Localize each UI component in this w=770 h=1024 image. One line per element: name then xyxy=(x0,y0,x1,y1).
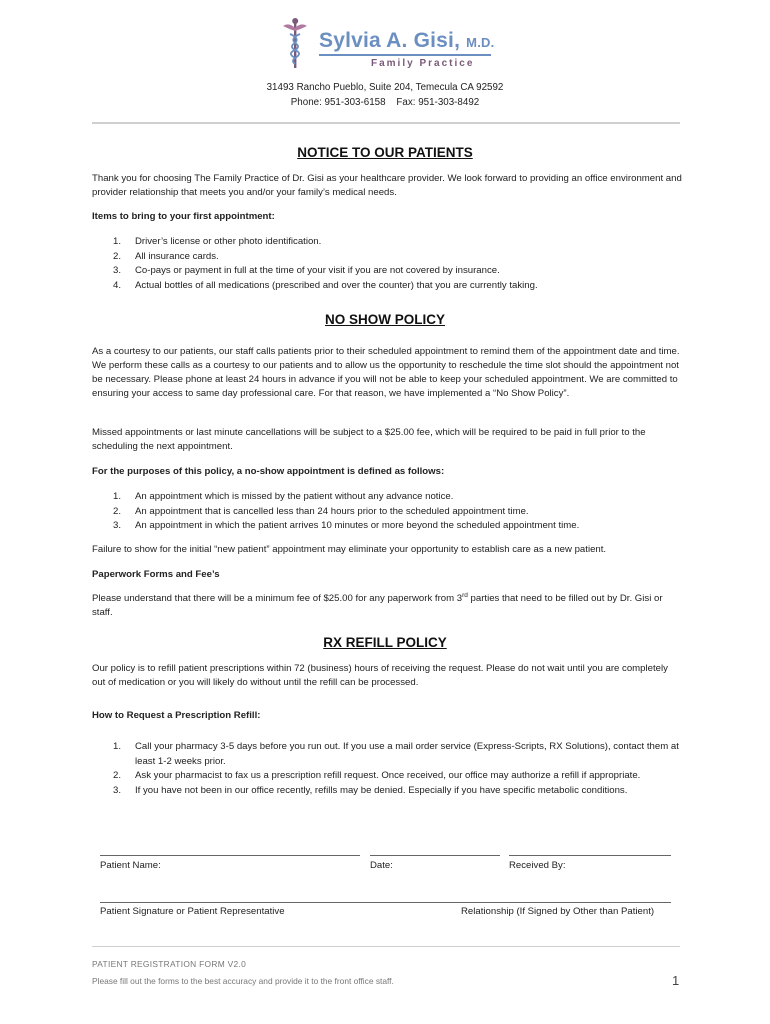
no-show-list xyxy=(92,490,682,534)
rx-list xyxy=(92,740,682,798)
paperwork-paragraph: Please understand that there will be a minimum fee of $25.00 for any paperwork from 3rd parties that need to be filled out by Dr. Gisi or staff. xyxy=(92,591,663,618)
page-number: 1 xyxy=(672,973,680,988)
new-patient-note: Failure to show for the initial “new patient” appointment may eliminate your opportunity to establish care as a new patient. xyxy=(92,544,607,555)
list-item: 1. An appointment which is missed by the patient without any advance notice. xyxy=(113,491,454,502)
how-to-heading: How to Request a Prescription Refill: xyxy=(92,710,261,721)
paperwork-heading: Paperwork Forms and Fee’s xyxy=(92,569,220,580)
no-show-title: NO SHOW POLICY xyxy=(324,312,445,327)
practice-address xyxy=(0,80,770,110)
practice-name: Sylvia A. Gisi, M.D. xyxy=(319,29,495,52)
header-divider xyxy=(92,122,680,124)
list-item: 3. An appointment in which the patient arrives 10 minutes or more beyond the scheduled appointment time. xyxy=(113,520,580,531)
list-item: 1. Call your pharmacy 3-5 days before you run out. If you use a mail order service (Express-Scripts, RX Solutions), contact them at least 1-2 weeks prior. xyxy=(113,741,679,767)
items-list xyxy=(92,235,682,293)
no-show-paragraph: As a courtesy to our patients, our staff calls patients prior to their scheduled appointment to remind them of the appointment date and time. We perform these calls as a courtesy to our patients and to allow us the opportunity to reschedule the time slot should the appointment not be necessary. Please phone at least 24 hours in advance if you will not be able to keep your scheduled appointment. We are committed to ensuring your access to same day professional care. For that reason, we have implemented a “No Show Policy”. xyxy=(92,346,680,399)
list-item: 4. Actual bottles of all medications (prescribed and over the counter) that you are currently taking. xyxy=(113,279,538,291)
received-by-label: Received By: xyxy=(509,860,566,871)
patient-name-label: Patient Name: xyxy=(100,860,161,871)
caduceus-icon xyxy=(280,16,310,70)
list-item: 3. Co-pays or payment in full at the time of your visit if you are not covered by insurance. xyxy=(113,265,500,276)
logo-rule xyxy=(319,54,491,56)
rx-title: RX REFILL POLICY xyxy=(323,635,447,650)
form-name: PATIENT REGISTRATION FORM V2.0 xyxy=(92,959,247,969)
relationship-label: Relationship (If Signed by Other than Patient) xyxy=(461,906,655,917)
practice-logo xyxy=(275,16,495,70)
practice-subtitle: Family Practice xyxy=(371,58,475,69)
footer-note: Please fill out the forms to the best accuracy and provide it to the front office staff. xyxy=(92,976,394,986)
fee-paragraph: Missed appointments or last minute cancellations will be subject to a $25.00 fee, which will be required to be paid in full prior to the scheduling the next appointment. xyxy=(92,427,646,452)
items-heading: Items to bring to your first appointment: xyxy=(92,211,275,222)
list-item: 2. All insurance cards. xyxy=(113,250,219,262)
patient-name-line[interactable] xyxy=(100,855,360,856)
signature-line[interactable] xyxy=(100,902,671,903)
notice-intro: Thank you for choosing The Family Practice of Dr. Gisi as your healthcare provider. We look forward to providing an office environment and provider relationship that meets you and/or your family’s medical needs. xyxy=(92,173,682,198)
notice-title: NOTICE TO OUR PATIENTS xyxy=(297,145,473,160)
definition-heading: For the purposes of this policy, a no-show appointment is defined as follows: xyxy=(92,466,445,477)
received-by-line[interactable] xyxy=(509,855,671,856)
rx-paragraph: Our policy is to refill patient prescriptions within 72 (business) hours of receiving the request. Please do not wait until you are completely out of medication or you will likely do without until the refill can be processed. xyxy=(92,663,668,688)
signature-label: Patient Signature or Patient Representative xyxy=(100,906,285,917)
list-item: 2. Ask your pharmacist to fax us a prescription refill request. Once received, our office may authorize a refill if appropriate. xyxy=(113,770,641,781)
date-label: Date: xyxy=(370,860,393,871)
list-item: 2. An appointment that is cancelled less than 24 hours prior to the scheduled appointment time. xyxy=(113,505,529,517)
list-item: 3. If you have not been in our office recently, refills may be denied. Especially if you have specific metabolic conditions. xyxy=(113,784,628,796)
list-item: 1. Driver’s license or other photo identification. xyxy=(113,236,322,247)
date-line[interactable] xyxy=(370,855,500,856)
footer-divider xyxy=(92,946,680,947)
address-line: 31493 Rancho Pueblo, Suite 204, Temecula CA 92592 xyxy=(266,82,504,93)
phone-line: Phone: 951-303-6158 Fax: 951-303-8492 xyxy=(290,97,480,108)
